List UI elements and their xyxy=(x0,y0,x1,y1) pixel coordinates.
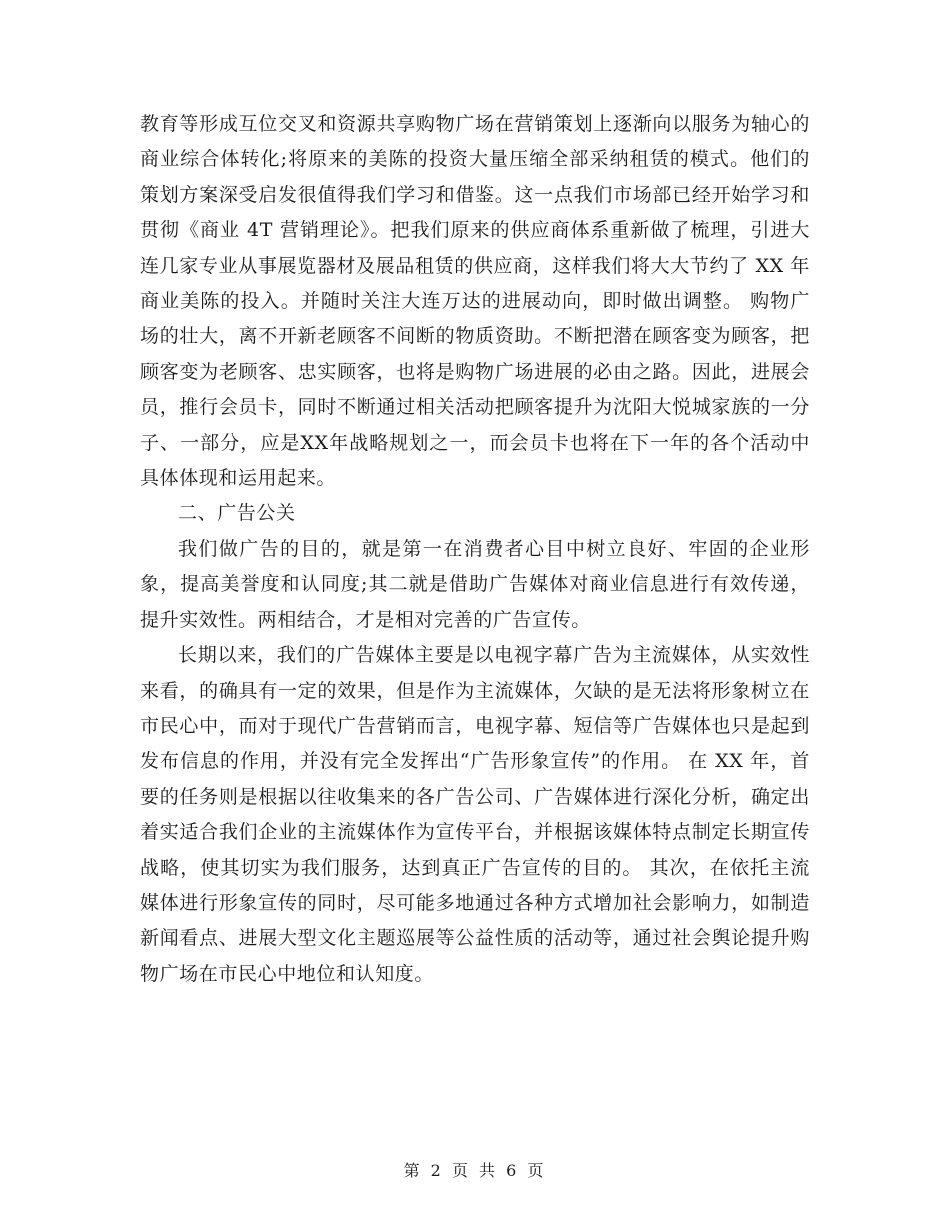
paragraph-media-strategy: 长期以来，我们的广告媒体主要是以电视字幕广告为主流媒体，从实效性来看，的确具有一定的效果，但是作为主流媒体，欠缺的是无法将形象树立在市民心中，而对于现代广告营销而言，电视字幕、短信等广告媒体也只是起到发布信息的作用，并没有完全发挥出“广告形象宣传”的作用。 在 XX 年，首要的任务则是根据以往收集来的各广告公司、广告媒体进行深化分析，确定出着实适合我们企业的主流媒体作为宣传平台，并根据该媒体特点制定长期宣传战略，使其切实为我们服务，达到真正广告宣传的目的。 其次，在依托主流媒体进行形象宣传的同时，尽可能多地通过各种方式增加社会影响力，如制造新闻看点、进展大型文化主题巡展等公益性质的活动等，通过社会舆论提升购物广场在市民心中地位和认知度。 xyxy=(140,644,810,985)
paragraph-continuation: 教育等形成互位交叉和资源共享购物广场在营销策划上逐渐向以服务为轴心的商业综合体转化;将原来的美陈的投资大量压缩全部采纳租赁的模式。他们的策划方案深受启发很值得我们学习和借鉴。这一点我们市场部已经开始学习和贯彻《商业 4T 营销理论》。把我们原来的供应商体系重新做了梳理，引进大连几家专业从事展览器材及展品租赁的供应商，这样我们将大大节约了 XX 年商业美陈的投入。并随时关注大连万达的进展动向，即时做出调整。 购物广场的壮大，离不开新老顾客不间断的物质资助。不断把潜在顾客变为顾客，把顾客变为老顾客、忠实顾客，也将是购物广场进展的必由之路。因此，进展会员，推行会员卡，同时不断通过相关活动把顾客提升为沈阳大悦城家族的一分子、一部分，应是XX年战略规划之一，而会员卡也将在下一年的各个活动中具体体现和运用起来。 xyxy=(140,113,810,490)
page-number-footer: 第 2 页 共 6 页 xyxy=(403,1161,547,1180)
document-body xyxy=(140,107,810,992)
paragraph-advertising-purpose: 我们做广告的目的，就是第一在消费者心目中树立良好、牢固的企业形象，提高美誉度和认同度;其二就是借助广告媒体对商业信息进行有效传递，提升实效性。两相结合，才是相对完善的广告宣传。 xyxy=(140,537,810,631)
section-heading-advertising-pr: 二、广告公关 xyxy=(178,502,296,525)
